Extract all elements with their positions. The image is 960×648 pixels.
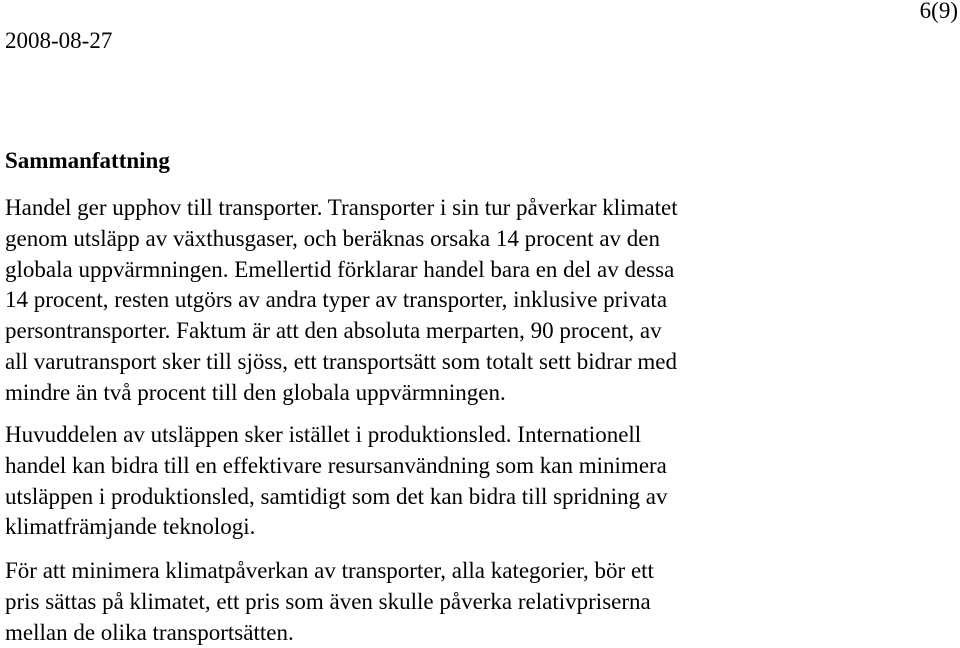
paragraph-line: Huvuddelen av utsläppen sker istället i produktionsled. Internationell: [5, 422, 642, 447]
paragraph-line: klimatfrämjande teknologi.: [5, 514, 256, 540]
paragraph-line: mindre än två procent till den globala uppvärmningen.: [5, 379, 506, 405]
paragraph-line: mellan de olika transportsätten.: [5, 619, 294, 645]
paragraph-line: För att minimera klimatpåverkan av transporter, alla kategorier, bör ett: [5, 558, 654, 583]
paragraph-line: genom utsläpp av växthusgaser, och beräknas orsaka 14 procent av den: [5, 225, 661, 251]
summary-paragraph-3: [5, 556, 955, 648]
paragraph-line: pris sättas på klimatet, ett pris som även skulle påverka relativpriserna: [5, 588, 651, 614]
paragraph-line: globala uppvärmningen. Emellertid förklarar handel bara en del av dessa: [5, 256, 675, 282]
paragraph-line: 14 procent, resten utgörs av andra typer av transporter, inklusive privata: [5, 287, 668, 313]
section-heading: Sammanfattning: [5, 148, 170, 173]
paragraph-line: utsläppen i produktionsled, samtidigt som det kan bidra till spridning av: [5, 483, 668, 509]
paragraph-line: handel kan bidra till en effektivare resursanvändning som kan minimera: [5, 452, 667, 478]
paragraph-line: all varutransport sker till sjöss, ett transportsätt som totalt sett bidrar med: [5, 348, 677, 374]
document-date: 2008-08-27: [5, 28, 113, 53]
summary-paragraph-2: [5, 420, 955, 543]
paragraph-line: persontransporter. Faktum är att den absoluta merparten, 90 procent, av: [5, 318, 662, 344]
paragraph-line: Handel ger upphov till transporter. Transporter i sin tur påverkar klimatet: [5, 195, 678, 220]
summary-paragraph-1: [5, 193, 955, 409]
page-number: 6(9): [919, 0, 958, 23]
